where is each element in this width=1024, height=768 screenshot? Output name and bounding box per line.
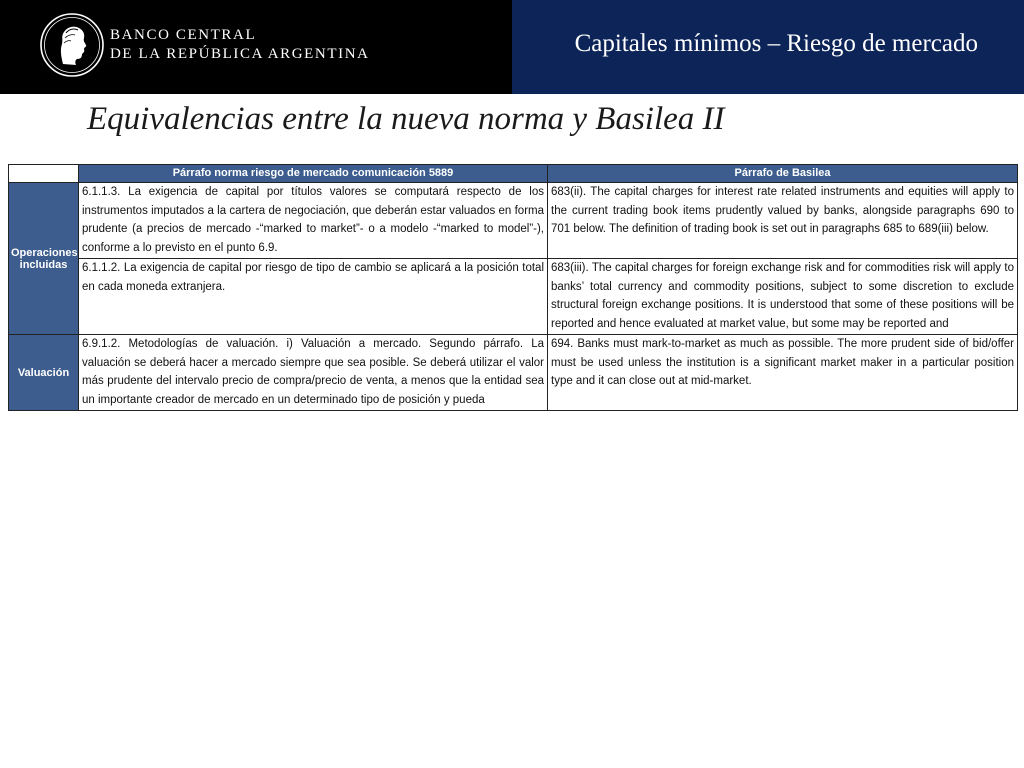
- table-row: [9, 259, 1018, 335]
- basilea-text: 683(ii). The capital charges for interest rate related instruments and equities will apply to the current trading book items prudently valued by banks, alongside paragraphs 690 to 701 below. The definition of trading book is set out in paragraphs 685 to 689(iii) below.: [551, 186, 1014, 236]
- table-row: [9, 335, 1018, 411]
- bank-seal-icon: [39, 12, 105, 78]
- table-header-norma: Párrafo norma riesgo de mercado comunicación 5889: [79, 165, 548, 183]
- bank-name-line-2: DE LA REPÚBLICA ARGENTINA: [110, 46, 370, 62]
- basilea-text: 694. Banks must mark-to-market as much as possible. The more prudent side of bid/offer must be used unless the institution is a significant market maker in a particular position type and it can close out at mid-market.: [551, 338, 1014, 388]
- header-left-band: [0, 0, 512, 94]
- table-header-corner: [9, 165, 79, 183]
- basilea-text: 683(iii). The capital charges for foreign exchange risk and for commodities risk will apply to banks’ total currency and commodity positions, subject to some discretion to exclude structural foreign exchange positions. It is understood that some of these positions will be reported and hence evaluated at market value, but some may be reported and: [551, 262, 1014, 331]
- table-header-row: [9, 165, 1018, 183]
- norma-cell: [79, 259, 548, 335]
- slide-header: [0, 0, 1024, 94]
- slide-title: Equivalencias entre la nueva norma y Basilea II: [87, 101, 725, 137]
- row-group-valuacion: Valuación: [9, 335, 79, 411]
- row-group-operaciones-incluidas: Operaciones incluidas: [9, 183, 79, 335]
- table-row: [9, 183, 1018, 259]
- header-title: Capitales mínimos – Riesgo de mercado: [574, 30, 978, 57]
- bank-name: [110, 26, 370, 64]
- basilea-cell: [548, 335, 1018, 411]
- table-header-basilea: Párrafo de Basilea: [548, 165, 1018, 183]
- basilea-cell: [548, 183, 1018, 259]
- norma-text: 6.1.1.2. La exigencia de capital por riesgo de tipo de cambio se aplicará a la posición total en cada moneda extranjera.: [82, 262, 544, 293]
- equivalence-table: [8, 164, 1018, 411]
- norma-cell: [79, 335, 548, 411]
- equivalence-table-wrapper: [8, 164, 1017, 411]
- norma-text: 6.9.1.2. Metodologías de valuación. i) Valuación a mercado. Segundo párrafo. La valuación se deberá hacer a mercado siempre que sea posible. Se deberá utilizar el valor más prudente del intervalo precio de compra/precio de venta, a menos que la entidad sea un importante creador de mercado en un determinado tipo de posición y pueda: [82, 338, 544, 407]
- basilea-cell: [548, 259, 1018, 335]
- bank-name-line-1: BANCO CENTRAL: [110, 27, 257, 43]
- norma-text: 6.1.1.3. La exigencia de capital por títulos valores se computará respecto de los instrumentos imputados a la cartera de negociación, que deberán estar valuados en forma prudente (a precios de mercado -“marked to market”- o a modelo -“marked to model”-), conforme a lo previsto en el punto 6.9.: [82, 186, 544, 255]
- norma-cell: [79, 183, 548, 259]
